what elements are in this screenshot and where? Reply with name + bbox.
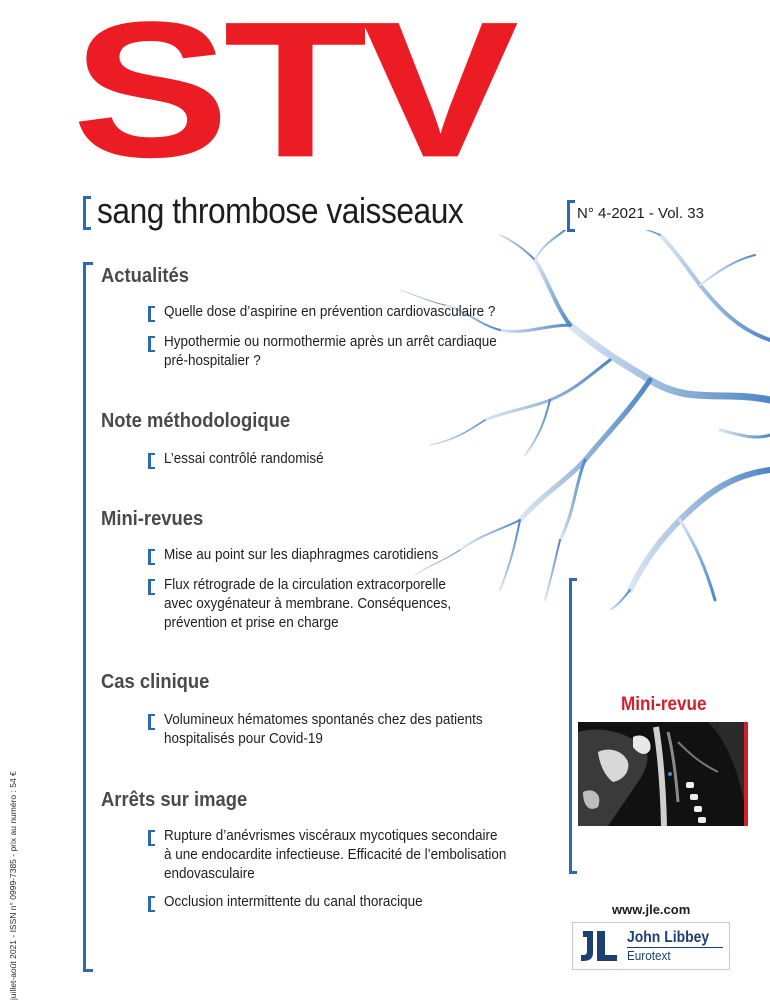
bracket-marker <box>148 453 155 469</box>
jl-logo-icon <box>579 929 621 963</box>
article-title: L’essai contrôlé randomisé <box>164 451 324 467</box>
article-item[interactable] <box>148 450 568 469</box>
publisher-logo[interactable] <box>572 922 730 970</box>
feature-ct-image[interactable] <box>578 722 748 826</box>
ct-scan-image-icon <box>578 722 744 826</box>
section-title-actualites: Actualités <box>101 265 189 287</box>
article-item[interactable] <box>148 711 568 749</box>
publisher-name: John Libbey <box>627 929 710 946</box>
issue-bracket <box>567 200 575 232</box>
article-title: Rupture d’anévrismes viscéraux mycotiques secondaire à une endocardite infectieuse. Efficacité de l’embolisation endovasculaire <box>164 828 507 882</box>
journal-subtitle: sang thrombose vaisseaux <box>97 190 464 231</box>
section-title-mini-revues: Mini-revues <box>101 508 204 530</box>
article-item[interactable] <box>148 893 568 912</box>
article-item[interactable] <box>148 333 568 371</box>
bracket-marker <box>148 714 155 730</box>
article-item[interactable] <box>148 546 568 565</box>
publisher-url[interactable]: www.jle.com <box>612 902 691 917</box>
article-title: Quelle dose d’aspirine en prévention cardiovasculaire ? <box>164 304 496 320</box>
bracket-marker <box>148 549 155 565</box>
article-title: Occlusion intermittente du canal thoracique <box>164 894 423 910</box>
journal-logo: STV <box>72 0 513 199</box>
right-rule <box>569 578 572 874</box>
article-title: Hypothermie ou normothermie après un arrêt cardiaque pré-hospitalier ? <box>164 334 497 369</box>
bracket-marker <box>148 896 155 912</box>
bracket-marker <box>148 830 155 846</box>
bracket-marker <box>148 336 155 352</box>
section-title-note-methodologique: Note méthodologique <box>101 410 291 432</box>
section-title-cas-clinique: Cas clinique <box>101 671 210 693</box>
left-rule <box>83 262 86 972</box>
article-title: Mise au point sur les diaphragmes carotidiens <box>164 547 439 563</box>
subtitle-bracket <box>83 196 91 230</box>
section-title-arrets-sur-image: Arrêts sur image <box>101 789 248 811</box>
issn-price-note: juillet-août 2021 - ISSN n° 0999-7385 - prix au numéro : 54 € <box>8 771 18 1000</box>
bracket-marker <box>148 579 155 595</box>
article-item[interactable] <box>148 303 568 322</box>
feature-label: Mini-revue <box>621 694 707 715</box>
article-title: Flux rétrograde de la circulation extracorporelle avec oxygénateur à membrane. Conséquences, prévention et prise en charge <box>164 577 452 631</box>
article-item[interactable] <box>148 827 568 884</box>
publisher-sub: Eurotext <box>627 948 671 963</box>
bracket-marker <box>148 306 155 322</box>
article-title: Volumineux hématomes spontanés chez des patients hospitalisés pour Covid-19 <box>164 712 483 747</box>
article-item[interactable] <box>148 576 568 633</box>
issue-number: N° 4-2021 - Vol. 33 <box>577 205 704 222</box>
